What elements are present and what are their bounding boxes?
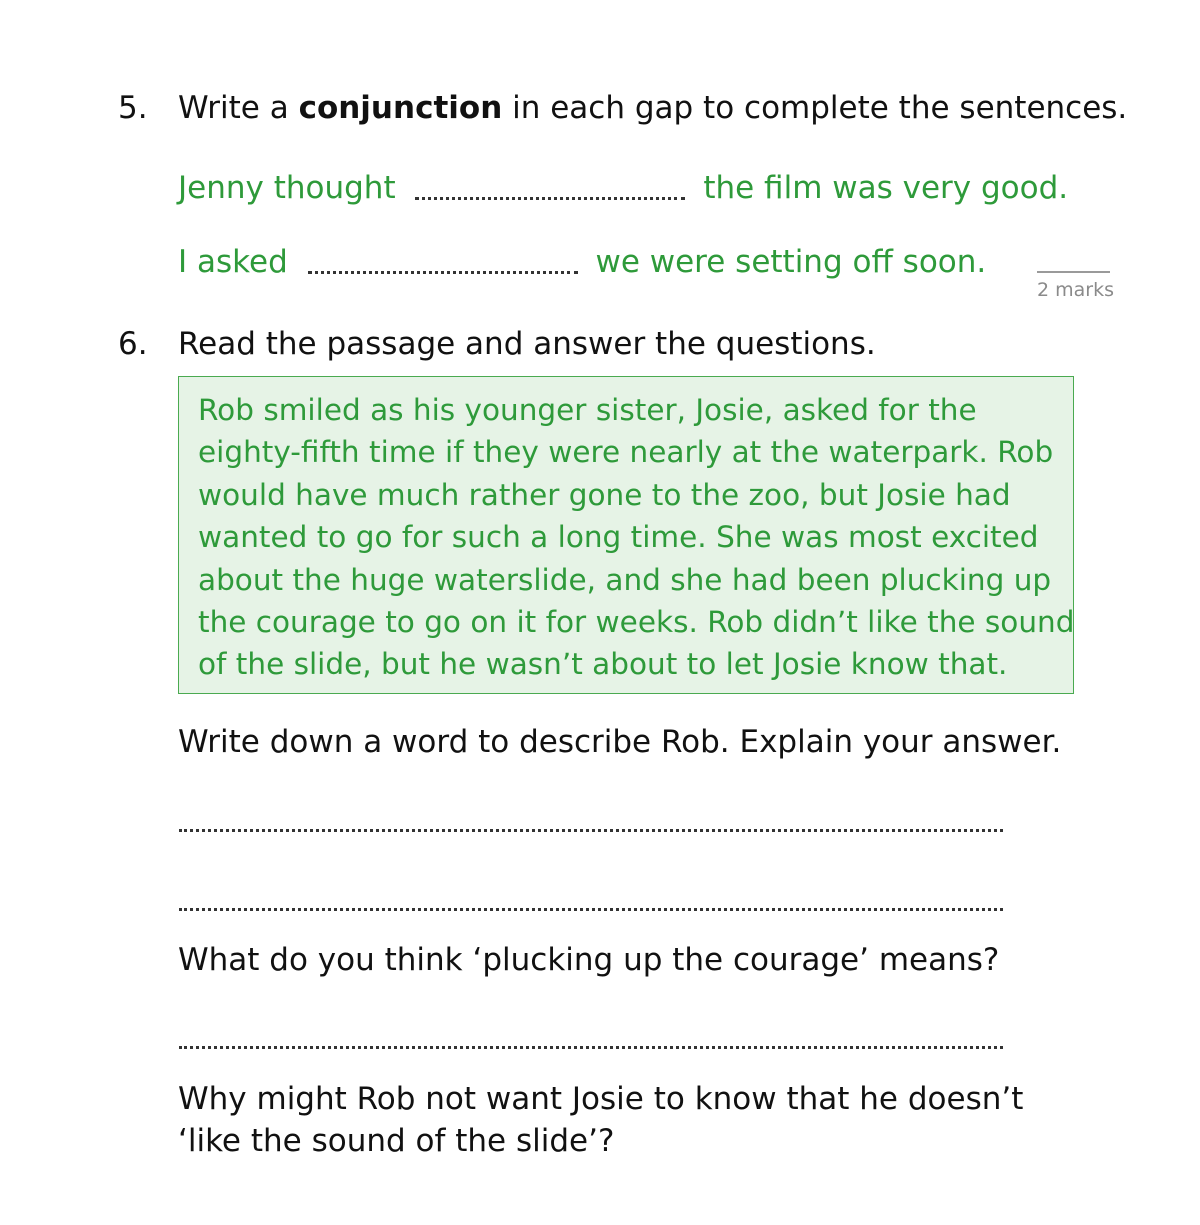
sentence-1-start: Jenny thought — [178, 170, 396, 206]
sub-question-1: Write down a word to describe Rob. Explain your answer. — [178, 724, 1062, 760]
reading-passage — [178, 376, 1074, 694]
instruction-text-after: in each gap to complete the sentences. — [512, 90, 1128, 126]
sub-question-3-line-2: ‘like the sound of the slide’? — [178, 1123, 615, 1159]
question-6-number: 6. — [118, 326, 148, 362]
sub-question-2: What do you think ‘plucking up the courage’ means? — [178, 942, 1000, 978]
sentence-1-gap[interactable] — [415, 197, 685, 200]
question-6-instruction: Read the passage and answer the questions. — [178, 326, 876, 362]
sentence-1-end: the film was very good. — [703, 170, 1069, 206]
instruction-keyword: conjunction — [298, 90, 503, 126]
instruction-text-before: Write a — [178, 90, 289, 126]
answer-line-1[interactable] — [179, 829, 1003, 832]
sentence-2 — [178, 244, 986, 280]
marks-label: 2 marks — [1037, 279, 1114, 301]
question-5-number: 5. — [118, 90, 148, 126]
passage-line: would have much rather gone to the zoo, but Josie had — [198, 477, 1011, 512]
passage-line: of the slide, but he wasn’t about to let Josie know that. — [198, 647, 1008, 682]
passage-line: wanted to go for such a long time. She was most excited — [198, 520, 1039, 555]
marks-divider — [1037, 271, 1110, 273]
question-5-instruction — [178, 90, 1127, 126]
passage-line: eighty-fifth time if they were nearly at the waterpark. Rob — [198, 435, 1054, 470]
sentence-2-start: I asked — [178, 244, 288, 280]
sentence-2-gap[interactable] — [308, 271, 578, 274]
sentence-1 — [178, 170, 1068, 206]
answer-line-2[interactable] — [179, 908, 1003, 911]
sentence-2-end: we were setting off soon. — [595, 244, 987, 280]
passage-line: about the huge waterslide, and she had been plucking up — [198, 562, 1052, 597]
passage-line: Rob smiled as his younger sister, Josie, asked for the — [198, 393, 977, 427]
answer-line-3[interactable] — [179, 1046, 1003, 1049]
sub-question-3-line-1: Why might Rob not want Josie to know that he doesn’t — [178, 1081, 1024, 1117]
passage-line: the courage to go on it for weeks. Rob didn’t like the sound — [198, 605, 1075, 640]
